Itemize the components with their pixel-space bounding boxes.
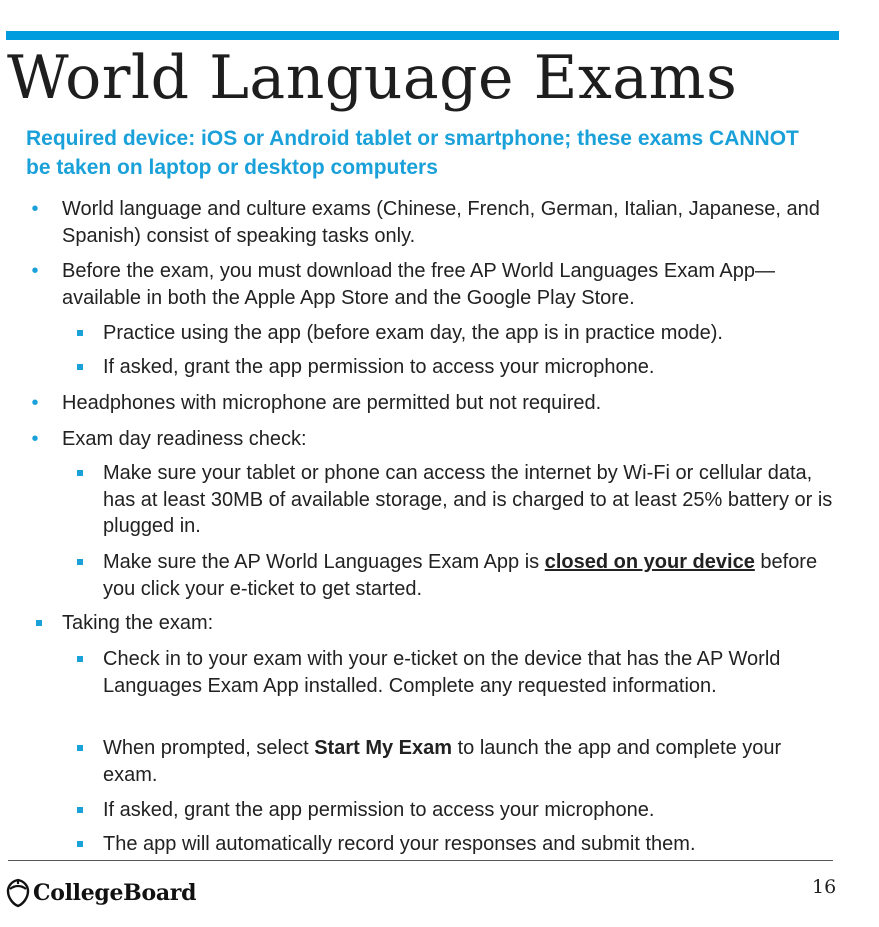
list-item-text: Taking the exam:	[62, 612, 214, 634]
sub-list-item	[103, 354, 833, 381]
bullet-square-icon	[77, 745, 83, 751]
sub-list-item	[103, 831, 833, 858]
emphasis-text: Start My Exam	[314, 737, 453, 759]
bullet-dot-icon: •	[31, 198, 39, 220]
list-item-text: Before the exam, you must download the free AP World Languages Exam App—available in both the Apple App Store and the Google Play Store.	[62, 260, 776, 309]
bullet-square-icon	[77, 656, 83, 662]
list-item-text: Make sure your tablet or phone can access the internet by Wi-Fi or cellular data, has at least 30MB of available storage, and is charged to at least 25% battery or is plugged in.	[103, 462, 833, 537]
sub-list-item	[103, 549, 833, 602]
bullet-square-icon	[36, 620, 42, 626]
footer-divider	[8, 860, 833, 861]
list-item-text: Headphones with microphone are permitted but not required.	[62, 392, 602, 414]
top-accent-bar	[6, 31, 839, 40]
list-item-text: When prompted, select	[103, 737, 315, 759]
sub-list-item	[103, 646, 833, 699]
list-item-text: before you click your e-ticket to get started.	[103, 551, 818, 600]
bullet-square-icon	[77, 841, 83, 847]
list-item	[31, 426, 832, 453]
bullet-square-icon	[77, 470, 83, 476]
bullet-square-icon	[77, 807, 83, 813]
list-item-text: Practice using the app (before exam day, the app is in practice mode).	[103, 322, 723, 344]
sub-list-item	[103, 460, 833, 540]
device-requirement-subtitle: Required device: iOS or Android tablet or smartphone; these exams CANNOT be taken on laptop or desktop computers	[26, 127, 799, 179]
list-item-text: If asked, grant the app permission to access your microphone.	[103, 356, 655, 378]
list-item	[31, 390, 832, 417]
bullet-dot-icon: •	[31, 260, 39, 282]
list-item	[31, 258, 832, 311]
list-item-text: Check in to your exam with your e-ticket on the device that has the AP World Languages Exam App installed. Complete any requested information.	[103, 648, 781, 697]
bullet-square-icon	[77, 559, 83, 565]
emphasis-text: closed on your device	[544, 551, 755, 573]
list-item	[62, 610, 832, 637]
sub-list-item	[103, 320, 833, 347]
page-title: World Language Exams	[7, 43, 738, 113]
sub-list-item	[103, 735, 833, 788]
list-item	[31, 196, 832, 249]
bullet-square-icon	[77, 330, 83, 336]
list-item-text: Make sure the AP World Languages Exam App is	[103, 551, 545, 573]
list-item-text: If asked, grant the app permission to access your microphone.	[103, 799, 655, 821]
page-number: 16	[812, 876, 837, 898]
list-item-text: World language and culture exams (Chinese, French, German, Italian, Japanese, and Spanish) consist of speaking tasks only.	[62, 198, 820, 247]
list-item-text: Exam day readiness check:	[62, 428, 307, 450]
bullet-square-icon	[77, 364, 83, 370]
logo-wordmark: CollegeBoard	[33, 880, 197, 906]
bullet-dot-icon: •	[31, 392, 39, 414]
bullet-dot-icon: •	[31, 428, 39, 450]
acorn-icon	[6, 878, 30, 908]
sub-list-item	[103, 797, 833, 824]
list-item-text: The app will automatically record your responses and submit them.	[103, 833, 696, 855]
list-item-text: to launch the app and complete your exam.	[103, 737, 782, 786]
college-board-logo	[6, 876, 196, 910]
